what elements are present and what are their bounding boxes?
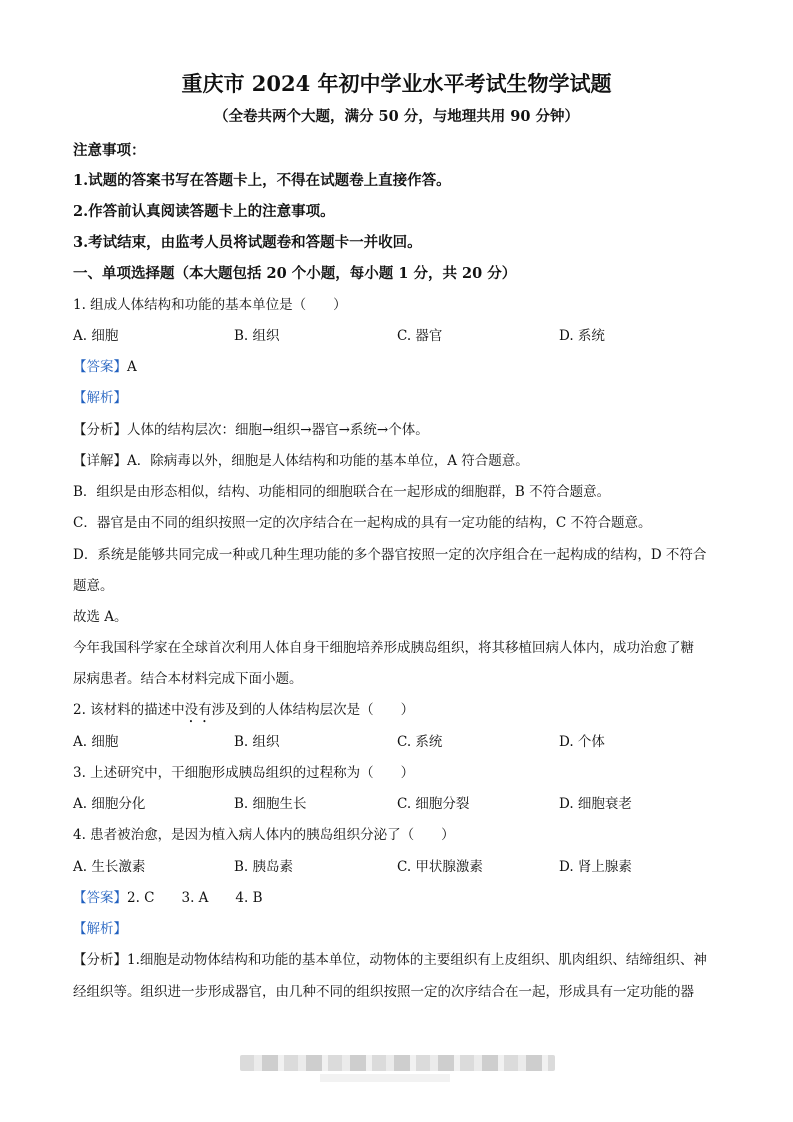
q4-option-a: A. 生长激素 bbox=[73, 859, 146, 875]
group-answer-text: 2. C 3. A 4. B bbox=[127, 890, 263, 906]
question-2-options bbox=[73, 732, 753, 752]
material-line-1: 今年我国科学家在全球首次利用人体自身干细胞培养形成胰岛组织，将其移植回病人体内，成功治愈了糖 bbox=[73, 640, 694, 656]
page-title: 重庆市 2024 年初中学业水平考试生物学试题 bbox=[181, 71, 612, 96]
group-answer-tag: 【答案】 bbox=[73, 890, 127, 906]
question-2-stem bbox=[73, 700, 414, 726]
q1-option-b: B. 组织 bbox=[234, 328, 280, 344]
material-line-2: 尿病患者。结合本材料完成下面小题。 bbox=[73, 671, 303, 687]
q1-option-d: D. 系统 bbox=[559, 328, 605, 344]
q4-option-b: B. 胰岛素 bbox=[234, 859, 294, 875]
page-subtitle: （全卷共两个大题，满分 50 分，与地理共用 90 分钟） bbox=[213, 108, 580, 125]
q1-answer bbox=[73, 357, 137, 377]
q2-stem-pre: 2. 该材料的描述中 bbox=[73, 702, 185, 718]
q3-option-d: D. 细胞衰老 bbox=[559, 796, 632, 812]
group-fenxi-tag: 【分析】 bbox=[73, 952, 127, 968]
question-3-stem: 3. 上述研究中，干细胞形成胰岛组织的过程称为（ ） bbox=[73, 765, 415, 781]
answer-tag: 【答案】 bbox=[73, 359, 127, 375]
q3-option-a: A. 细胞分化 bbox=[73, 796, 146, 812]
q4-option-d: D. 肾上腺素 bbox=[559, 859, 632, 875]
group-fenxi-text: 1.细胞是动物体结构和功能的基本单位，动物体的主要组织有上皮组织、肌肉组织、结缔组织、神 bbox=[127, 952, 707, 968]
answer-value: A bbox=[127, 359, 137, 375]
q1-conclusion: 故选 A。 bbox=[73, 609, 128, 625]
q1-fenxi bbox=[73, 420, 429, 440]
group-fenxi bbox=[73, 950, 707, 970]
q1-explain-c: C．器官是由不同的组织按照一定的次序结合在一起构成的具有一定功能的结构，C 不符合题意。 bbox=[73, 515, 652, 531]
section-heading: 一、单项选择题（本大题包括 20 个小题，每小题 1 分，共 20 分） bbox=[73, 265, 517, 282]
q1-analysis-tag: 【解析】 bbox=[73, 390, 127, 406]
fenxi-text: 人体的结构层次：细胞→组织→器官→系统→个体。 bbox=[127, 422, 429, 438]
blurred-footer-sub bbox=[320, 1074, 450, 1082]
blurred-footer bbox=[240, 1055, 555, 1071]
fenxi-tag: 【分析】 bbox=[73, 422, 127, 438]
q2-option-a: A. 细胞 bbox=[73, 734, 119, 750]
q1-explain-d: D．系统是能够共同完成一种或几种生理功能的多个器官按照一定的次序组合在一起构成的结构，D 不符合 bbox=[73, 547, 707, 563]
q3-option-b: B. 细胞生长 bbox=[234, 796, 307, 812]
q1-option-a: A. 细胞 bbox=[73, 328, 119, 344]
q2-stem-post: 涉及到的人体结构层次是（ ） bbox=[211, 702, 415, 718]
question-4-options bbox=[73, 857, 753, 877]
q2-option-b: B. 组织 bbox=[234, 734, 280, 750]
q1-explain-b: B．组织是由形态相似，结构、功能相同的细胞联合在一起形成的细胞群，B 不符合题意。 bbox=[73, 484, 611, 500]
q1-explain-d-cont: 题意。 bbox=[73, 578, 114, 594]
question-4-stem: 4. 患者被治愈，是因为植入病人体内的胰岛组织分泌了（ ） bbox=[73, 827, 455, 843]
question-1-options bbox=[73, 326, 753, 346]
notice-heading: 注意事项： bbox=[73, 142, 146, 159]
group-fenxi-continued: 经组织等。组织进一步形成器官，由几种不同的组织按照一定的次序结合在一起，形成具有一定功能的器 bbox=[73, 984, 694, 1000]
xiangjie-text: A．除病毒以外，细胞是人体结构和功能的基本单位，A 符合题意。 bbox=[127, 453, 529, 469]
notice-item-2: 2.作答前认真阅读答题卡上的注意事项。 bbox=[73, 203, 335, 220]
question-1-stem: 1. 组成人体结构和功能的基本单位是（ ） bbox=[73, 297, 347, 313]
q1-option-c: C. 器官 bbox=[397, 328, 443, 344]
q4-option-c: C. 甲状腺激素 bbox=[397, 859, 483, 875]
group-analysis-tag: 【解析】 bbox=[73, 921, 127, 937]
q2-option-c: C. 系统 bbox=[397, 734, 443, 750]
q1-xiangjie bbox=[73, 451, 529, 471]
xiangjie-tag: 【详解】 bbox=[73, 453, 127, 469]
q2-stem-emphasis: 没有 bbox=[184, 702, 212, 718]
q2-option-d: D. 个体 bbox=[559, 734, 605, 750]
notice-item-1: 1.试题的答案书写在答题卡上，不得在试题卷上直接作答。 bbox=[73, 172, 451, 189]
notice-item-3: 3.考试结束，由监考人员将试题卷和答题卡一并收回。 bbox=[73, 234, 422, 251]
question-3-options bbox=[73, 794, 753, 814]
group-answer bbox=[73, 888, 263, 908]
q3-option-c: C. 细胞分裂 bbox=[397, 796, 470, 812]
